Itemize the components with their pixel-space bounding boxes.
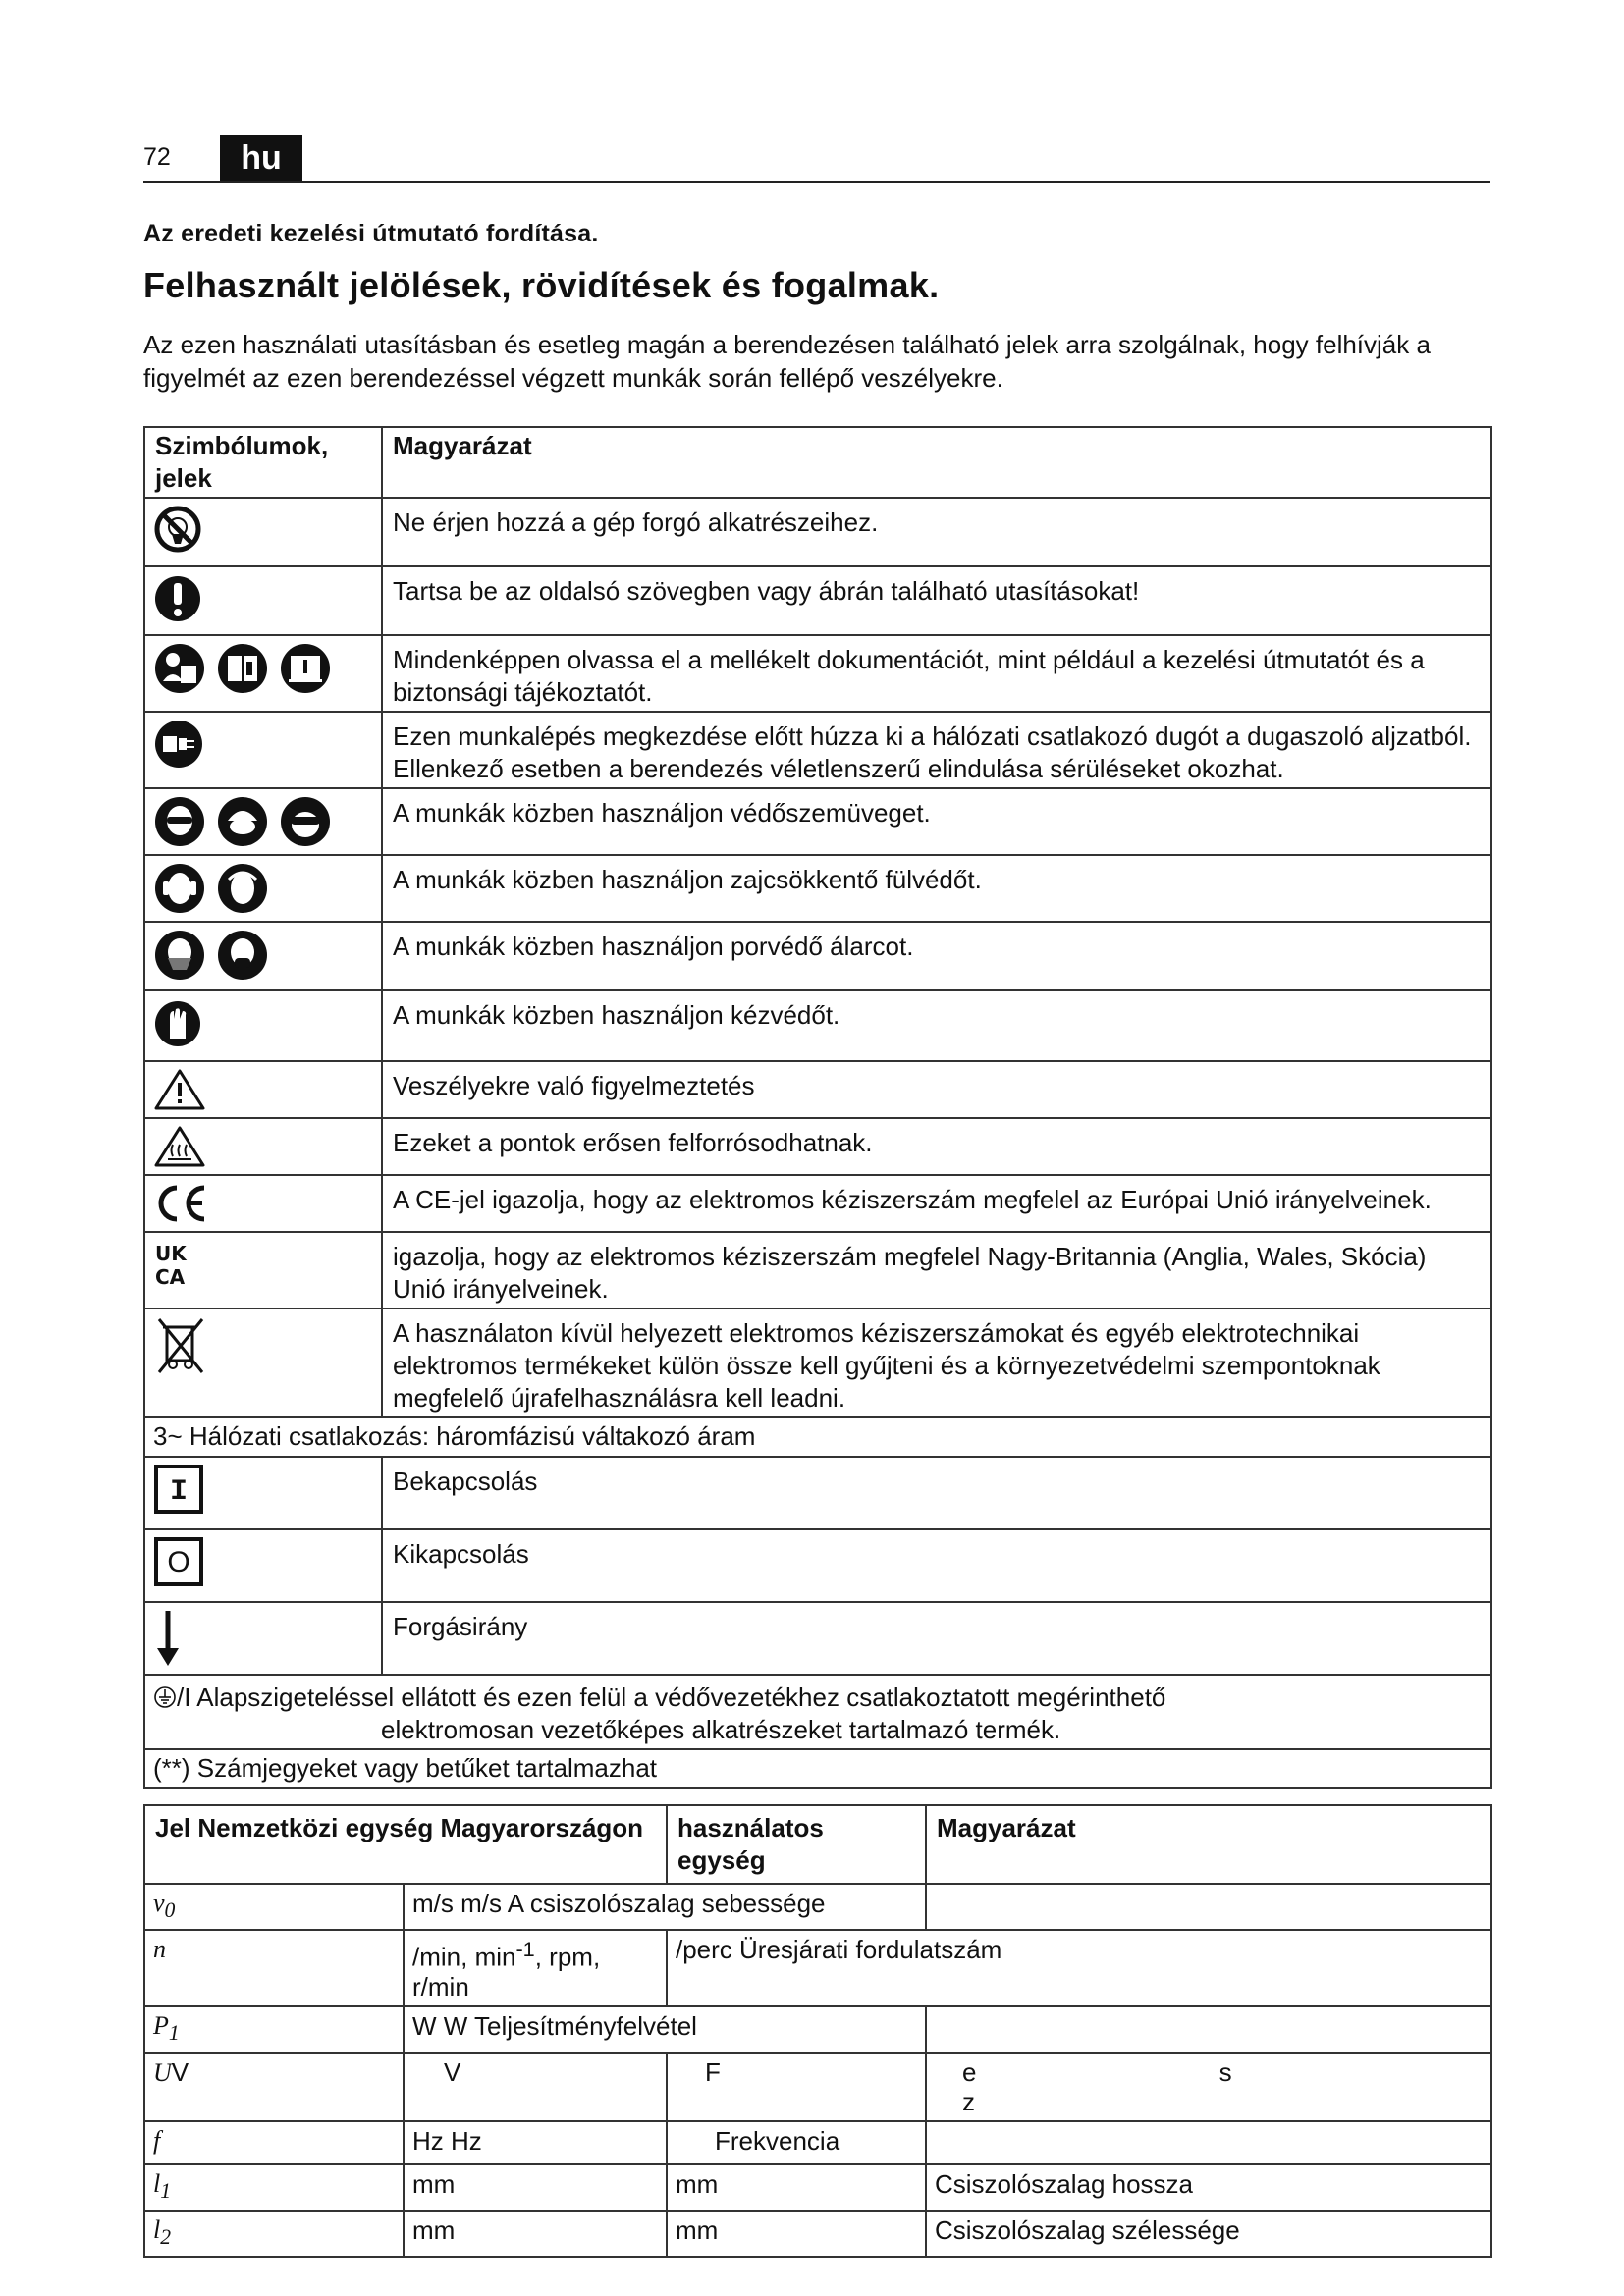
unit-value: W W Teljesítményfelvétel (404, 2006, 926, 2053)
unit-explanation: e s z (926, 2053, 1491, 2121)
unit-symbol: l (153, 2216, 161, 2245)
table-row (144, 498, 1491, 566)
table-row (144, 1061, 1491, 1118)
table-row (144, 922, 1491, 990)
insulation-line-1: /I Alapszigeteléssel ellátott és ezen felül a védővezetékhez csatlakoztatott megérinthető (177, 1682, 1166, 1712)
symbols-column-header: Szimbólumok, jelek (144, 427, 382, 498)
unit-symbol: U (153, 2058, 172, 2088)
unit-value: mm (404, 2164, 667, 2211)
unit-local: Frekvencia (667, 2121, 926, 2164)
table-row (144, 2053, 1491, 2121)
power-on-icon (153, 1464, 204, 1515)
symbol-description: Forgásirány (382, 1602, 1491, 1675)
intro-paragraph: Az ezen használati utasításban és esetleg magán a berendezésen található jelek arra szolgálnak, hogy felhívják a figyelmét az ezen berendezéssel végzett munkák során fellépő veszélyekre. (143, 330, 1431, 393)
units-table (143, 1804, 1492, 2258)
respirator-icon (216, 929, 269, 982)
unit-value: /min, min (412, 1942, 516, 1972)
explanation-column-header: Magyarázat (382, 427, 1491, 498)
numbers-note: (**) Számjegyeket vagy betűket tartalmazhat (144, 1749, 1491, 1788)
symbol-description: Ezen munkalépés megkezdése előtt húzza ki a hálózati csatlakozó dugót a dugaszoló aljzatból. Ellenkező esetben a berendezés véletlenszerű elindulása sérüléseket okozhat. (382, 712, 1491, 788)
table-row (144, 1675, 1491, 1749)
unit-value-cont: , rpm, r/min (412, 1942, 601, 2002)
table-row (144, 855, 1491, 922)
symbol-description: Bekapcsolás (382, 1457, 1491, 1529)
symbol-description: Veszélyekre való figyelmeztetés (382, 1061, 1491, 1118)
symbols-table (143, 426, 1492, 1789)
gloves-icon (153, 997, 202, 1050)
unit-value: m/s m/s A csiszolószalag sebessége (404, 1884, 926, 1930)
units-header-local: használatos egység (667, 1805, 926, 1884)
table-row (144, 1749, 1491, 1788)
ukca-mark-icon (153, 1239, 192, 1288)
table-row (144, 1118, 1491, 1175)
symbol-description: A munkák közben használjon kézvédőt. (382, 990, 1491, 1061)
units-header-symbol: Jel Nemzetközi egység Magyarországon (144, 1805, 667, 1884)
symbol-description: Tartsa be az oldalsó szövegben vagy ábrán található utasításokat! (382, 566, 1491, 635)
unit-explanation (926, 2121, 1491, 2164)
unit-local: mm (667, 2164, 926, 2211)
unit-value: mm (404, 2211, 667, 2257)
mandatory-exclamation-icon (153, 573, 202, 624)
page-number: 72 (143, 143, 171, 171)
unit-symbol-subscript: 0 (164, 1898, 176, 1923)
table-row (144, 1232, 1491, 1308)
page-header (143, 130, 1490, 183)
safety-goggles-icon (279, 795, 332, 848)
power-off-symbol: O (167, 1546, 190, 1578)
table-row (144, 788, 1491, 855)
table-row (144, 1457, 1491, 1529)
helmet-goggles-icon (216, 795, 269, 848)
unit-symbol: n (153, 1935, 166, 1964)
unit-value: V (404, 2053, 667, 2121)
three-phase-row: 3~ Hálózati csatlakozás: háromfázisú váltakozó áram (144, 1417, 1491, 1457)
symbol-description: A munkák közben használjon védőszemüveget. (382, 788, 1491, 855)
unit-symbol: v (153, 1889, 165, 1917)
symbol-description: A munkák közben használjon zajcsökkentő fülvédőt. (382, 855, 1491, 922)
unit-explanation (926, 1884, 1491, 1930)
ear-protection-icon (216, 862, 269, 915)
table-row (144, 2121, 1491, 2164)
table-row (144, 1602, 1491, 1675)
unit-symbol: P (153, 2010, 169, 2040)
unit-symbol-subscript: 2 (160, 2225, 172, 2250)
table-row (144, 1308, 1491, 1417)
table-row (144, 1884, 1491, 1930)
unit-symbol: l (153, 2169, 161, 2199)
unplug-icon (153, 719, 204, 770)
table-row (144, 635, 1491, 712)
ear-muffs-icon (153, 862, 206, 915)
unit-symbol-subscript: 1 (168, 2021, 180, 2046)
protective-earth-icon (153, 1685, 177, 1709)
unit-explanation (926, 2006, 1491, 2053)
ce-mark-icon (153, 1182, 212, 1225)
symbol-description: A CE-jel igazolja, hogy az elektromos kéziszerszám megfelel az Európai Unió irányelveinek. (382, 1175, 1491, 1232)
table-header-row (144, 427, 1491, 498)
unit-symbol-subscript: 1 (160, 2179, 172, 2204)
hot-surface-icon (153, 1125, 206, 1168)
document-subtitle: Az eredeti kezelési útmutató fordítása. (143, 220, 599, 247)
info-manual-icon (279, 642, 332, 695)
unit-local: F (667, 2053, 926, 2121)
symbol-description: Ne érjen hozzá a gép forgó alkatrészeihez. (382, 498, 1491, 566)
svg-text:CA: CA (155, 1265, 186, 1288)
table-row (144, 1529, 1491, 1602)
table-row (144, 566, 1491, 635)
table-row (144, 2211, 1491, 2257)
symbol-description: Kikapcsolás (382, 1529, 1491, 1602)
language-badge: hu (220, 135, 302, 181)
rotation-direction-arrow-icon (153, 1609, 183, 1668)
unit-explanation: Csiszolószalag hossza (926, 2164, 1491, 2211)
table-row (144, 712, 1491, 788)
table-header-row (144, 1805, 1491, 1884)
table-row (144, 990, 1491, 1061)
symbol-description: A használaton kívül helyezett elektromos kéziszerszámokat és egyéb elektrotechnikai elektromos termékeket külön össze kell gyűjteni és a környezetvédelmi szempontoknak megfelelő újrafelhasználásra kell leadni. (382, 1308, 1491, 1417)
read-manual-icon (153, 642, 206, 695)
face-shield-icon (153, 795, 206, 848)
symbol-description: Ezeket a pontok erősen felforrósodhatnak. (382, 1118, 1491, 1175)
symbol-description: Mindenképpen olvassa el a mellékelt dokumentációt, mint például a kezelési útmutatót és a biztonsági tájékoztatót. (382, 635, 1491, 712)
table-row (144, 1930, 1491, 2006)
page-title: Felhasznált jelölések, rövidítések és fogalmak. (143, 265, 940, 305)
table-row (144, 2006, 1491, 2053)
table-row (144, 1417, 1491, 1457)
units-header-explanation: Magyarázat (926, 1805, 1491, 1884)
unit-local: /perc Üresjárati fordulatszám (667, 1930, 1491, 2006)
no-touch-rotating-icon (153, 505, 202, 554)
weee-bin-icon (153, 1315, 208, 1378)
warning-triangle-icon (153, 1068, 206, 1111)
unit-symbol: f (153, 2126, 161, 2156)
unit-symbol-suffix: V (171, 2057, 189, 2088)
symbol-description: igazolja, hogy az elektromos kéziszerszám megfelel Nagy-Britannia (Anglia, Wales, Skócia) Unió irányelveinek. (382, 1232, 1491, 1308)
dust-mask-icon (153, 929, 206, 982)
table-row (144, 2164, 1491, 2211)
power-off-icon (153, 1536, 204, 1587)
unit-superscript: -1 (515, 1937, 535, 1962)
svg-text:UK: UK (155, 1242, 187, 1265)
table-row (144, 1175, 1491, 1232)
insulation-line-2: elektromosan vezetőképes alkatrészeket tartalmazó termék. (381, 1715, 1061, 1744)
unit-explanation: Csiszolószalag szélessége (926, 2211, 1491, 2257)
unit-value: Hz Hz (404, 2121, 667, 2164)
symbol-description: A munkák közben használjon porvédő álarcot. (382, 922, 1491, 990)
unit-local: mm (667, 2211, 926, 2257)
manual-book-icon (216, 642, 269, 695)
power-on-symbol: I (169, 1475, 189, 1509)
